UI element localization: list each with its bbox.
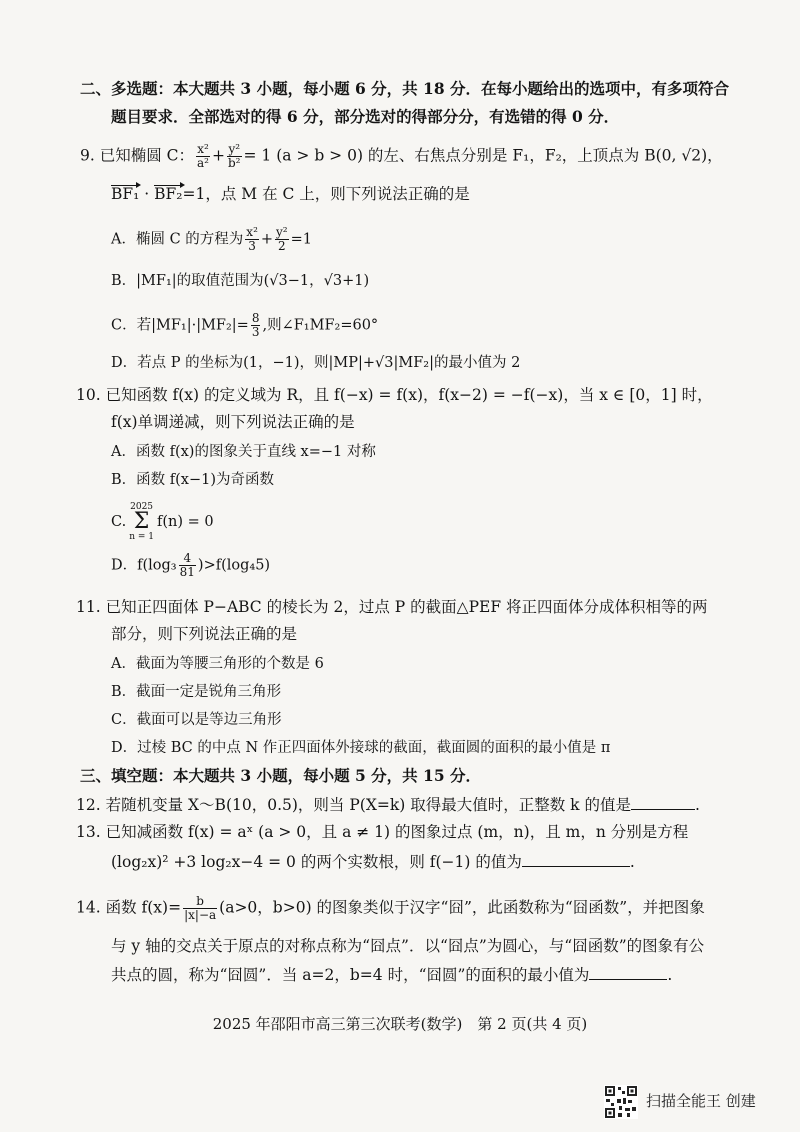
q9-c-frac: $\frac{8}{3}$	[251, 311, 260, 339]
q12-number: 12.	[76, 796, 101, 814]
q10-sum-symbol: 2025 Σ n = 1	[129, 502, 154, 542]
q11-option-c: C．截面可以是等边三角形	[111, 712, 282, 728]
q13-answer-blank[interactable]	[522, 850, 630, 867]
q10-option-c: C.2025 Σ n = 1f(n) = 0	[111, 502, 214, 542]
q9-option-b: B．|MF₁|的取值范围为(√3−1，√3+1)	[111, 273, 370, 289]
q10-stem-line1: 10. 已知函数 f(x) 的定义域为 R，且 f(−x) = f(x)，f(x−2) = −f(−x)，当 x ∈ [0，1] 时，	[76, 386, 713, 404]
q10-d-frac: $\frac{4}{81}$	[179, 551, 195, 579]
q9-stem-line2: BF₁ · BF₂=1，点 M 在 C 上，则下列说法正确的是	[111, 185, 470, 203]
q9-stem-rest: =1，点 M 在 C 上，则下列说法正确的是	[182, 185, 470, 203]
q9-vector-bf2: BF₂	[154, 185, 183, 203]
q11-option-d: D．过棱 BC 的中点 N 作正四面体外接球的截面，截面圆的面积的最小值是 π	[111, 740, 611, 756]
q10-option-b: B．函数 f(x−1)为奇函数	[111, 472, 274, 488]
q13-number: 13.	[76, 823, 101, 841]
q11-number: 11.	[76, 598, 101, 616]
q9-a-frac-y: $\frac{\text{y²}}{2}$	[276, 225, 288, 253]
q14-answer-blank[interactable]	[589, 963, 667, 980]
q9-text-b: = 1 (a > b > 0) 的左、右焦点分别是 F₁，F₂，上顶点为 B(0, √2)，	[243, 146, 723, 165]
q14-frac: $\frac{b}{|x|-a}$	[184, 894, 217, 922]
q9-number: 9.	[80, 146, 95, 165]
q9-frac-x: $\frac{\text{x²}}{\text{a²}}$	[197, 142, 209, 170]
q13-stem-line1: 13. 已知减函数 f(x) = aˣ (a > 0，且 a ≠ 1) 的图象过点 (m，n)，且 m，n 分别是方程	[76, 823, 689, 841]
q10-option-d: D．f(log₃ $\frac{4}{81}$ )>f(log₄5)	[111, 551, 271, 579]
q9-text-a: 已知椭圆 C：	[99, 146, 195, 165]
q14-stem-line2: 与 y 轴的交点关于原点的对称点称为“囧点”．以“囧点”为圆心，与“囧函数”的图象有公	[111, 937, 705, 955]
q10-stem-line2: f(x)单调递减，则下列说法正确的是	[111, 413, 355, 431]
scanner-watermark: 扫描全能王 创建	[646, 1092, 756, 1110]
q9-frac-y: $\frac{\text{y²}}{\text{b²}}$	[228, 142, 241, 170]
q11-stem-line1: 11. 已知正四面体 P−ABC 的棱长为 2，过点 P 的截面△PEF 将正四面体分成体积相等的两	[76, 598, 708, 616]
q10-option-a: A．函数 f(x)的图象关于直线 x=−1 对称	[111, 444, 376, 460]
qr-code-icon	[604, 1085, 638, 1119]
section-3-title: 三、填空题：本大题共 3 小题，每小题 5 分，共 15 分．	[80, 766, 482, 785]
q11-option-b: B．截面一定是锐角三角形	[111, 684, 282, 700]
q9-option-c: C．若|MF₁|·|MF₂|= $\frac{8}{3}$ ,则∠F₁MF₂=60°	[111, 311, 379, 339]
q9-stem-line1: 9. 已知椭圆 C： $\frac{\text{x²}}{\text{a²}}$ + $\frac{\text{y²}}{\text{b²}}$ = 1 (a > b > 0) 的左、右焦点分别是 F₁，F₂，上顶点为 B(0, √2)，	[80, 142, 723, 170]
q14-stem-line1: 14. 函数 f(x)= $\frac{b}{|x|-a}$ (a>0，b>0) 的图象类似于汉字“囧”，此函数称为“囧函数”，并把图象	[76, 894, 705, 922]
q9-option-d: D．若点 P 的坐标为(1，−1)，则|MP|+√3|MF₂|的最小值为 2	[111, 355, 521, 371]
q13-stem-line2: (log₂x)² +3 log₂x−4 = 0 的两个实数根，则 f(−1) 的值为 .	[111, 850, 635, 873]
section-2-instructions: 题目要求．全部选对的得 6 分，部分选对的得部分分，有选错的得 0 分．	[111, 107, 620, 126]
q9-a-frac-x: $\frac{\text{x²}}{3}$	[246, 225, 258, 253]
section-2-title: 二、多选题：本大题共 3 小题，每小题 6 分，共 18 分．在每小题给出的选项中，有多项符合	[80, 79, 730, 98]
page-footer: 2025 年邵阳市高三第三次联考(数学) 第 2 页(共 4 页)	[212, 1015, 588, 1033]
q11-option-a: A．截面为等腰三角形的个数是 6	[111, 656, 324, 672]
q14-number: 14.	[76, 898, 101, 917]
q14-stem-line3: 共点的圆，称为“囧圆”．当 a=2，b=4 时，“囧圆”的面积的最小值为 .	[111, 963, 672, 986]
q11-stem-line2: 部分，则下列说法正确的是	[111, 625, 298, 643]
q9-vector-bf1: BF₁	[111, 185, 140, 203]
q9-option-a: A．椭圆 C 的方程为 $\frac{\text{x²}}{3}$ + $\frac{\text{y²}}{2}$ =1	[111, 225, 312, 253]
q10-number: 10.	[76, 386, 101, 404]
q12-stem: 12. 若随机变量 X～B(10，0.5)，则当 P(X=k) 取得最大值时，正整数 k 的值是 .	[76, 793, 700, 816]
q12-answer-blank[interactable]	[631, 793, 695, 810]
